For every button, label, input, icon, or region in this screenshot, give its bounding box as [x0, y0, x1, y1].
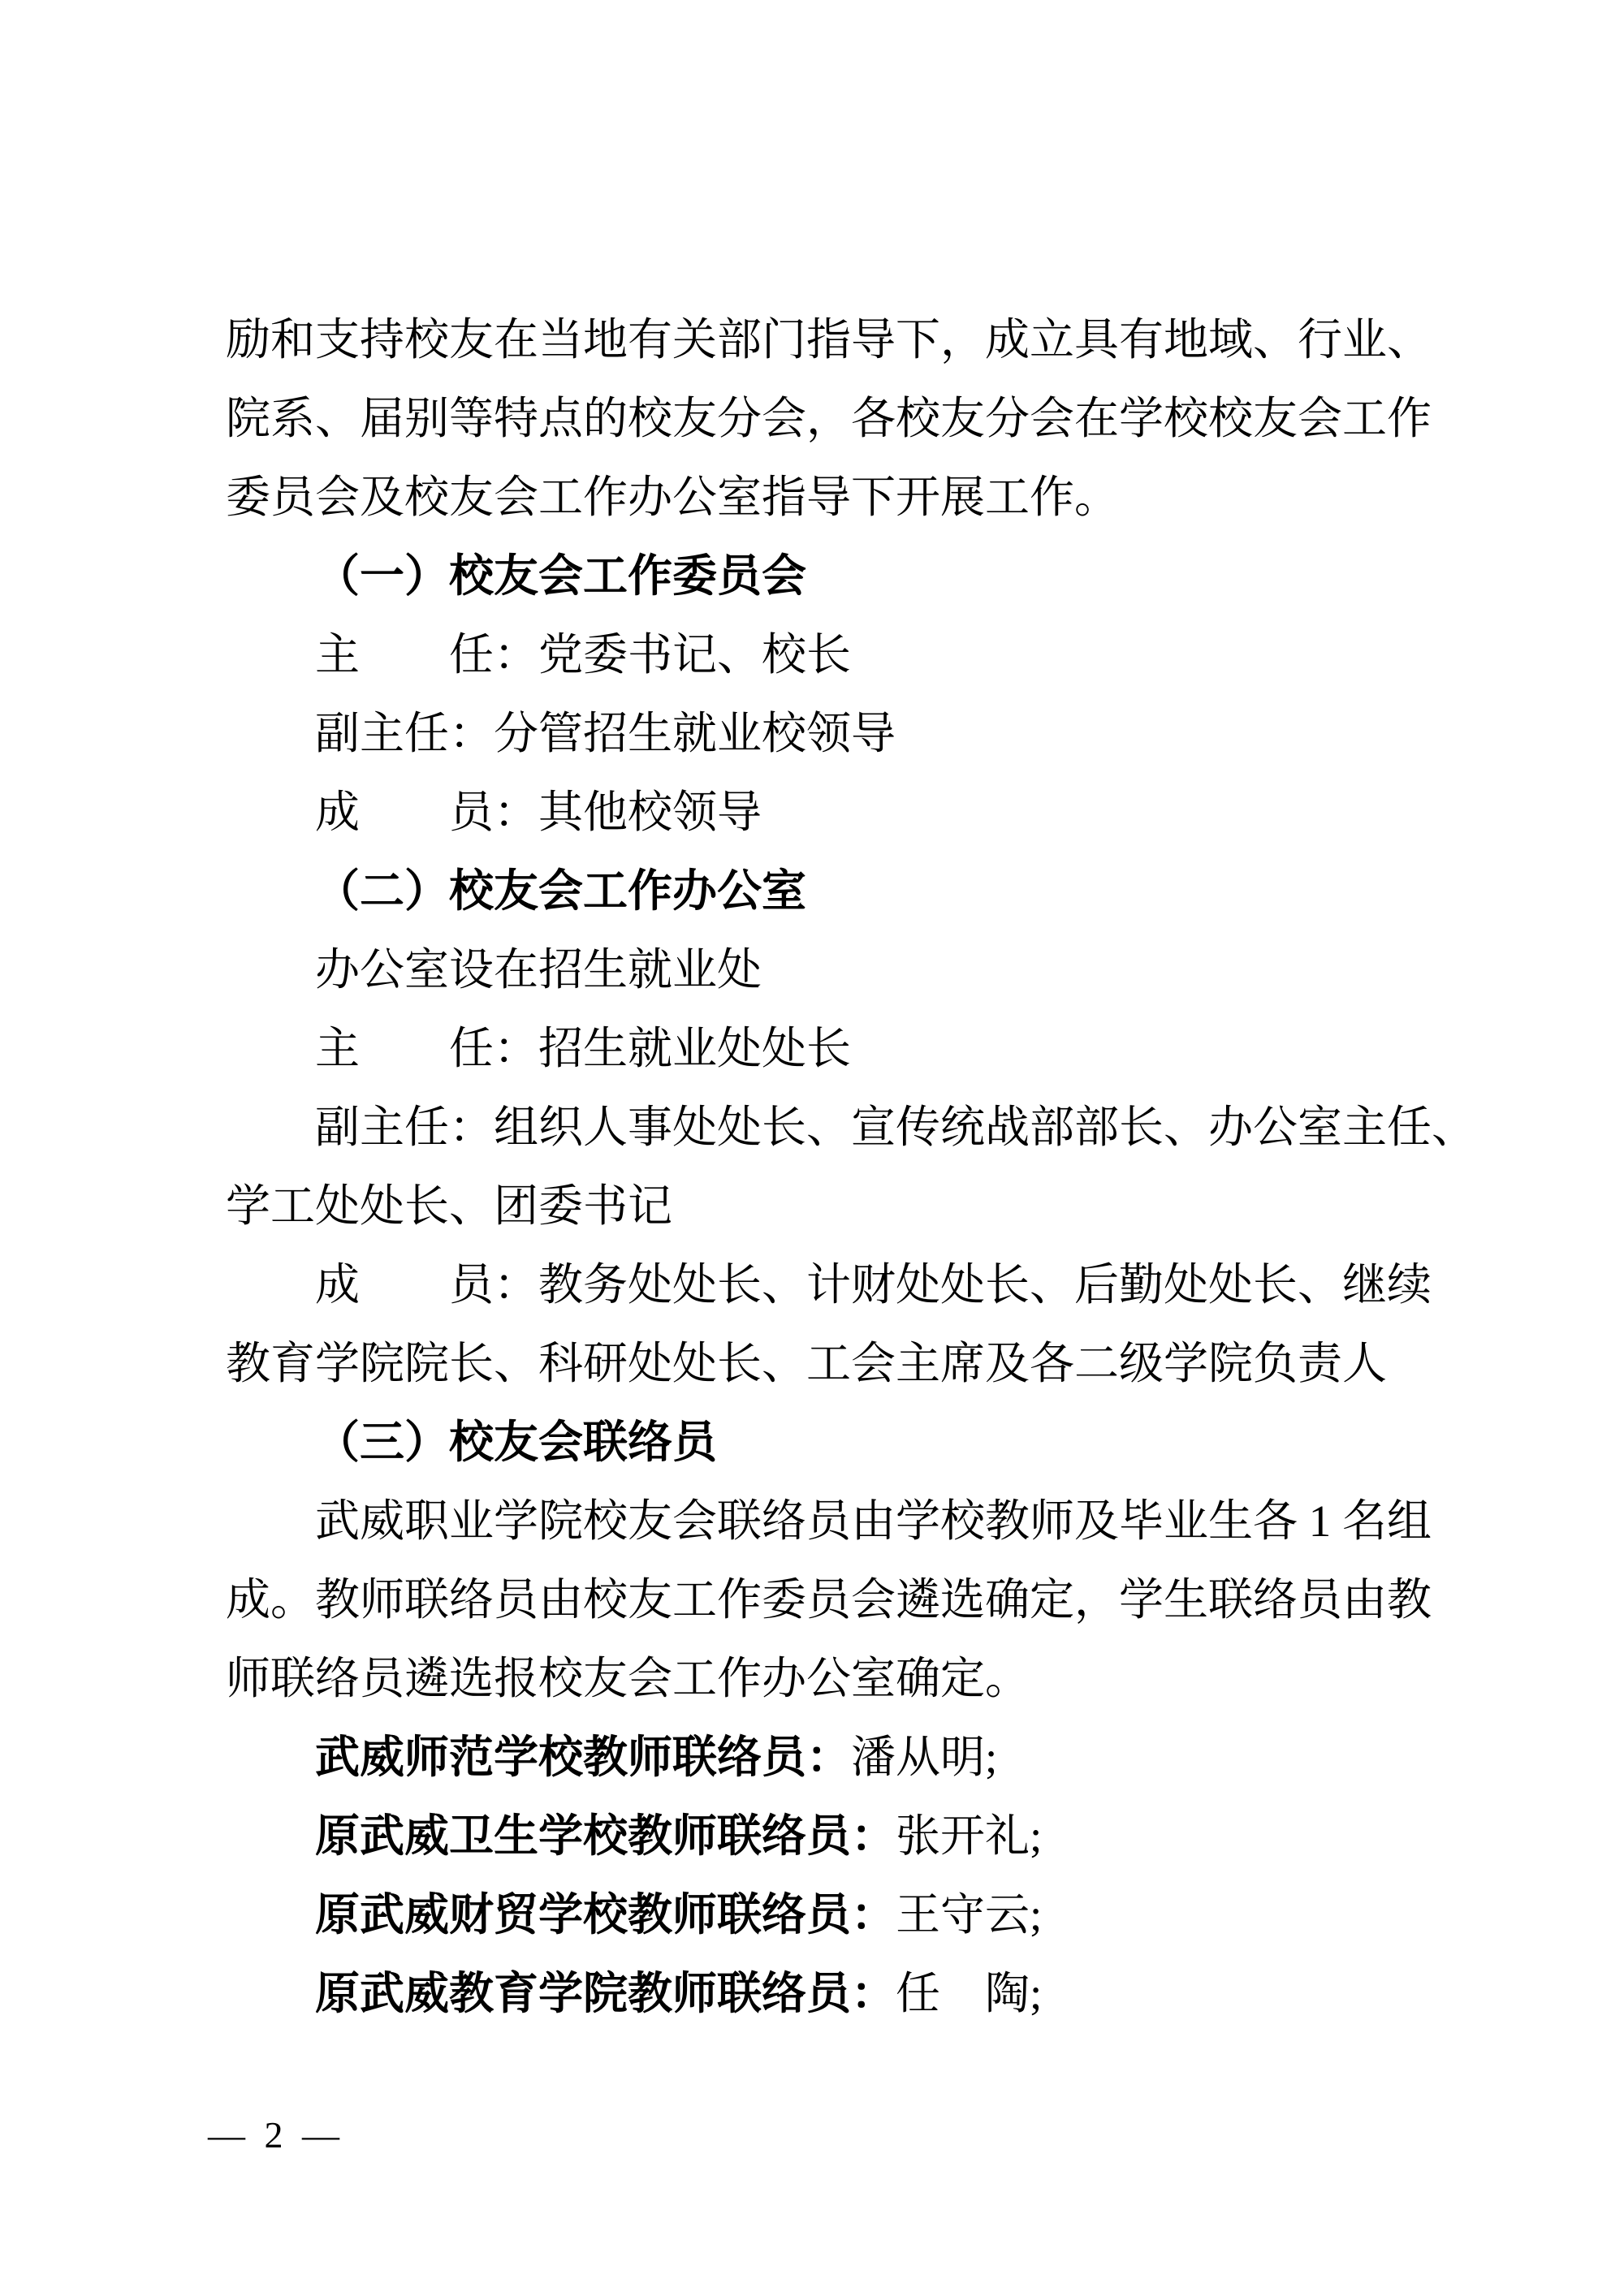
section-one-heading: （一）校友会工作委员会: [315, 551, 807, 601]
liaison-name: 张开礼;: [896, 1811, 1043, 1861]
intro-line-1: 励和支持校友在当地有关部门指导下，成立具有地域、行业、: [226, 315, 1432, 365]
section-two-director-line: 主 任：招生就业处处长: [315, 1024, 852, 1073]
intro-line-2: 院系、届别等特点的校友分会，各校友分会在学校校友会工作: [226, 394, 1432, 443]
section-two-member-line-1: 成 员：教务处处长、计财处处长、后勤处处长、继续: [315, 1260, 1432, 1310]
liaison-name: 潘从明;: [851, 1733, 998, 1782]
section-one-director-line: 主 任：党委书记、校长: [315, 630, 852, 680]
liaison-line-wuwei-finance-trade-school: [315, 1892, 1042, 1939]
liaison-name: 任 陶;: [896, 1969, 1043, 2018]
liaison-name: 王守云;: [896, 1890, 1043, 1940]
section-three-desc-line-2: 成。教师联络员由校友工作委员会遴选确定，学生联络员由教: [226, 1575, 1432, 1625]
liaison-label: 原武威卫生学校教师联络员：: [315, 1811, 896, 1861]
section-one-members-line: 成 员：其他校领导: [315, 788, 762, 837]
page-number: — 2 —: [208, 2114, 344, 2156]
liaison-label: 原武威财贸学校教师联络员：: [315, 1890, 896, 1940]
section-two-deputy-line-1: 副主任：组织人事处处长、宣传统战部部长、办公室主任、: [315, 1103, 1477, 1152]
section-one-deputy-director-line: 副主任：分管招生就业校领导: [315, 709, 896, 758]
section-three-desc-line-3: 师联络员遴选报校友会工作办公室确定。: [226, 1654, 1030, 1703]
section-two-member-line-2: 教育学院院长、科研处处长、工会主席及各二级学院负责人: [226, 1339, 1388, 1388]
liaison-label: 原武威教育学院教师联络员：: [315, 1969, 896, 2018]
section-two-office-location-line: 办公室设在招生就业处: [315, 945, 762, 995]
section-three-heading: （三）校友会联络员: [315, 1418, 718, 1467]
liaison-line-wuwei-health-school: [315, 1813, 1042, 1860]
section-three-desc-line-1: 武威职业学院校友会联络员由学校教师及毕业生各 1 名组: [315, 1496, 1432, 1546]
liaison-line-wuwei-normal-school: [315, 1734, 997, 1781]
liaison-line-wuwei-education-college: [315, 1970, 1042, 2018]
intro-line-3: 委员会及校友会工作办公室指导下开展工作。: [226, 473, 1120, 522]
liaison-label: 武威师范学校教师联络员：: [315, 1733, 852, 1782]
section-two-deputy-line-2: 学工处处长、团委书记: [226, 1181, 673, 1231]
section-two-heading: （二）校友会工作办公室: [315, 866, 807, 916]
